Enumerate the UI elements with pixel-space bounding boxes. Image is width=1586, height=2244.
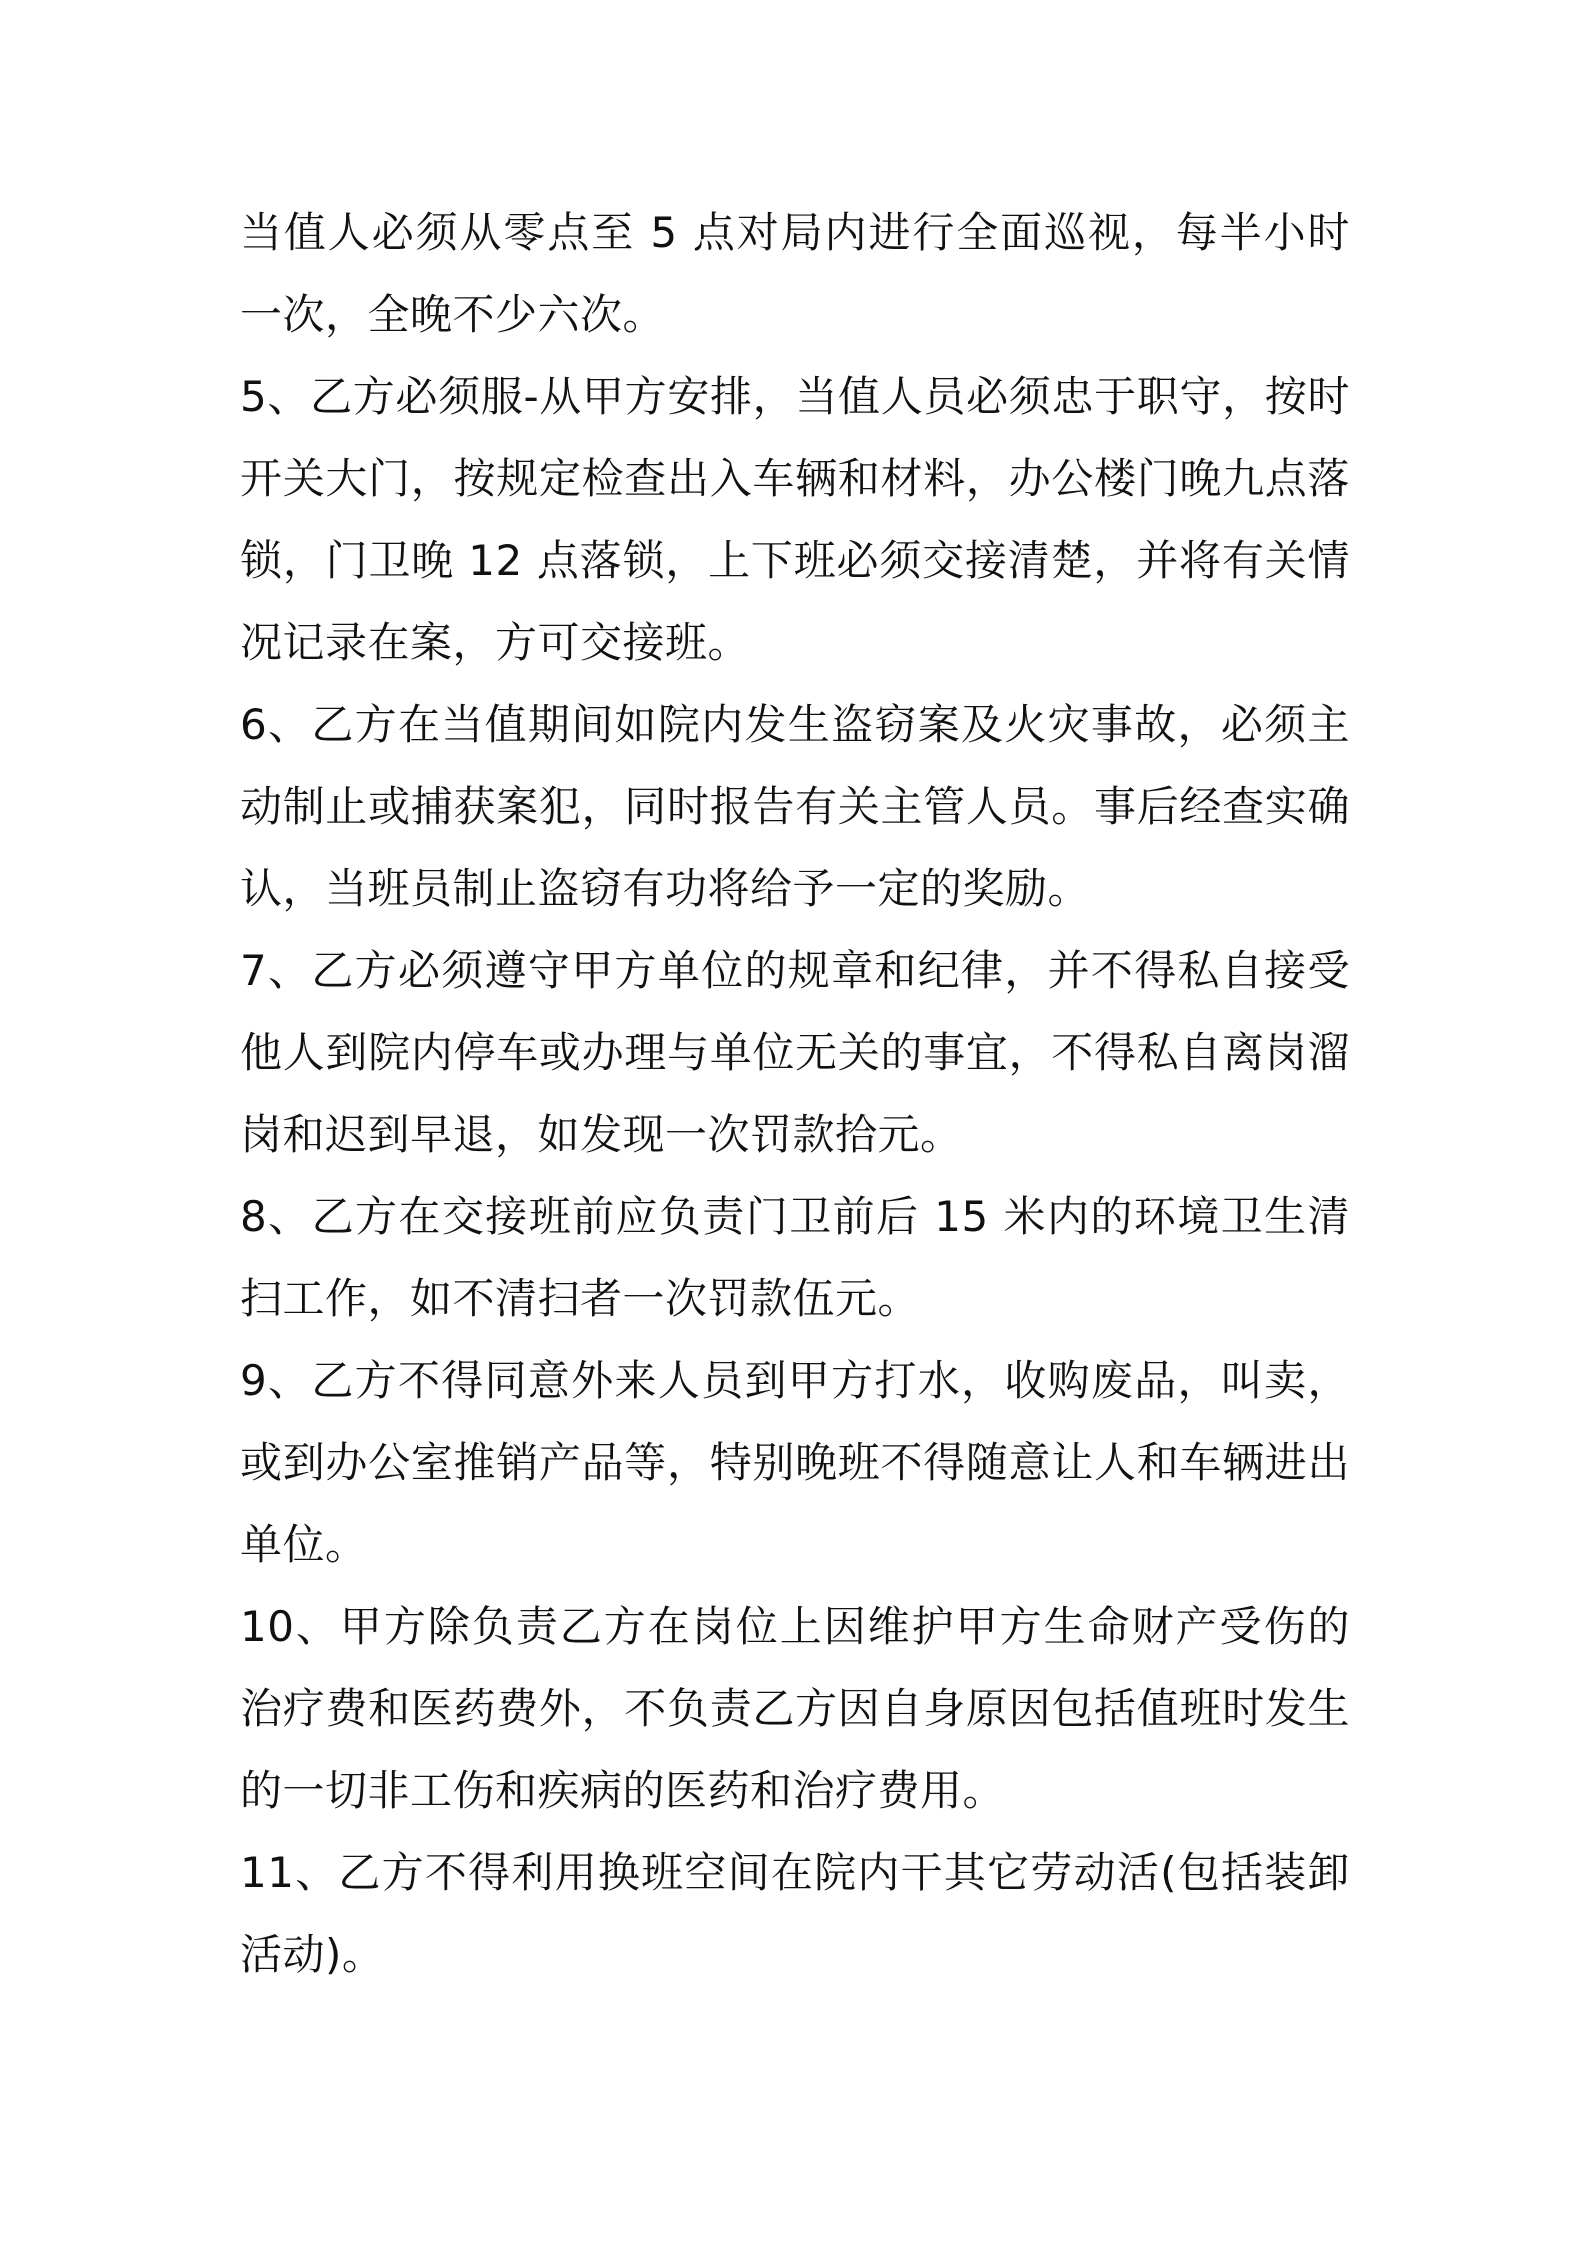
paragraph-item-11: 11、乙方不得利用换班空间在院内干其它劳动活(包括装卸活动)。 [240,1848,1350,1979]
paragraph-item-7: 7、乙方必须遵守甲方单位的规章和纪律，并不得私自接受他人到院内停车或办理与单位无关的事宜，不得私自离岗溜岗和迟到早退，如发现一次罚款拾元。 [240,946,1350,1159]
paragraph-item-9: 9、乙方不得同意外来人员到甲方打水，收购废品，叫卖，或到办公室推销产品等，特别晚班不得随意让人和车辆进出单位。 [240,1356,1350,1569]
paragraph-item-5: 5、乙方必须服-从甲方安排，当值人员必须忠于职守，按时开关大门，按规定检查出入车辆和材料，办公楼门晚九点落锁，门卫晚 12 点落锁，上下班必须交接清楚，并将有关情况记录在案，方可交接班。 [240,372,1350,667]
paragraph-item-8: 8、乙方在交接班前应负责门卫前后 15 米内的环境卫生清扫工作，如不清扫者一次罚款伍元。 [240,1192,1350,1323]
paragraph-item-6: 6、乙方在当值期间如院内发生盗窃案及火灾事故，必须主动制止或捕获案犯，同时报告有关主管人员。事后经查实确认，当班员制止盗窃有功将给予一定的奖励。 [240,700,1350,913]
paragraph-continuation: 当值人必须从零点至 5 点对局内进行全面巡视，每半小时一次，全晚不少六次。 [240,208,1350,339]
paragraph-item-10: 10、甲方除负责乙方在岗位上因维护甲方生命财产受伤的治疗费和医药费外，不负责乙方因自身原因包括值班时发生的一切非工伤和疾病的医药和治疗费用。 [240,1602,1350,1815]
document-body [240,192,1350,1996]
